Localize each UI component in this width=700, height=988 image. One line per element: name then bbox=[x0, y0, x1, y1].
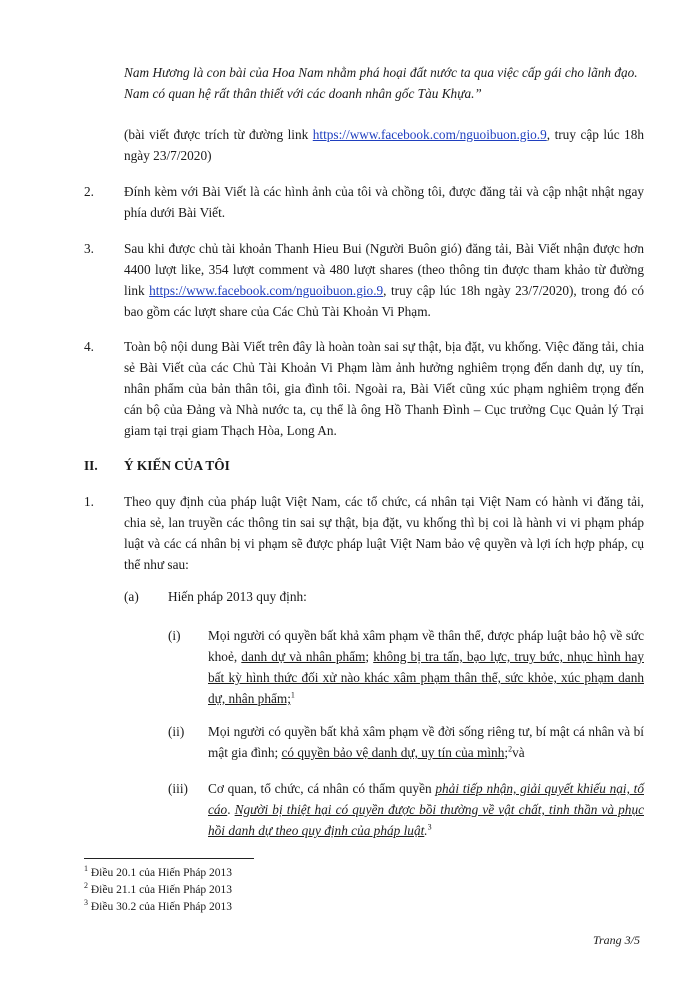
item-4-number: 4. bbox=[84, 339, 94, 354]
sub-iii-u2: Người bị thiệt hại có quyền được bồi thường về vật chất, tinh thần và phục hồi danh dự theo quy định của pháp luật bbox=[208, 802, 644, 838]
footnote-1-text: Điều 20.1 của Hiến Pháp 2013 bbox=[90, 867, 233, 879]
footnote-2-text: Điều 21.1 của Hiến Pháp 2013 bbox=[90, 884, 233, 896]
sub-i-u1: danh dự và nhân phẩm bbox=[241, 649, 366, 664]
footnote-3 bbox=[84, 900, 232, 915]
item-2-text: Đính kèm với Bài Viết là các hình ảnh của tôi và chồng tôi, được đăng tải và cập nhật nhật ngay phía dưới Bài Viết. bbox=[124, 184, 644, 220]
source-note bbox=[124, 124, 644, 166]
footnote-3-text: Điều 30.2 của Hiến Pháp 2013 bbox=[90, 901, 233, 913]
quote-line-2: Nam có quan hệ rất thân thiết với các doanh nhân gốc Tàu Khựa.” bbox=[124, 86, 482, 101]
footnote-separator bbox=[84, 858, 254, 859]
sub-iii-t2: . bbox=[227, 802, 235, 817]
footnote-1 bbox=[84, 866, 232, 881]
sub-iii-text bbox=[208, 778, 644, 841]
footnote-2 bbox=[84, 883, 232, 898]
item-3-text bbox=[124, 238, 644, 322]
sub-i-number: (i) bbox=[168, 628, 181, 643]
footnote-ref-3[interactable]: 3 bbox=[427, 822, 432, 832]
sub-iii-t3: . bbox=[424, 823, 428, 838]
item-4-text: Toàn bộ nội dung Bài Viết trên đây là hoàn toàn sai sự thật, bịa đặt, vu khống. Việc đăng tải, chia sẻ Bài Viết của các Chủ Tài Khoản Vi Phạm làm ảnh hưởng nghiêm trọng đến danh dự, uy tín, nhân phẩm của bản thân tôi, gia đình tôi. Ngoài ra, Bài Viết cũng xúc phạm nghiêm trọng đến cán bộ của Đảng và Nhà nước ta, cụ thể là ông Hồ Thanh Đình – Cục trưởng Cục Quản lý Trại giam tại trại giam Thạch Hòa, Long An. bbox=[124, 339, 644, 438]
item-3-pre: Sau khi được chủ tài khoản Thanh Hieu Bui (Người Buôn gió) đăng tải, Bài Viết nhận được hơn 4400 lượt like, 354 lượt comment và 480 lượt shares (theo thông tin được tham khảo từ đường link bbox=[124, 241, 644, 298]
sub-i-u2: không bị tra tấn, bạo lực, truy bức, nhục hình hay bất kỳ hình thức đối xử nào khác xâm phạm thân thể, sức khỏe, xúc phạm danh dự, nhân phẩm; bbox=[208, 649, 644, 706]
source-note-prefix: (bài viết được trích từ đường link bbox=[124, 127, 313, 142]
sub-ii-t3: và bbox=[512, 745, 525, 760]
footnote-3-marker: 3 bbox=[84, 898, 88, 908]
source-link[interactable]: https://www.facebook.com/nguoibuon.gio.9 bbox=[312, 127, 547, 142]
sub-ii-u1: có quyền bảo vệ danh dự, uy tín của mình bbox=[281, 745, 505, 760]
opinion-1-number: 1. bbox=[84, 494, 94, 509]
item-3-post: , truy cập lúc 18h ngày 23/7/2020), trong đó có bao gồm các lượt share của Các Chủ Tài Khoản Vi Phạm. bbox=[124, 283, 644, 319]
item-3-number: 3. bbox=[84, 241, 94, 256]
sub-a-text: Hiến pháp 2013 quy định: bbox=[168, 589, 307, 604]
sub-i-text bbox=[208, 625, 644, 709]
footnote-ref-1[interactable]: 1 bbox=[290, 690, 295, 700]
section-number: II. bbox=[84, 458, 98, 473]
sub-a-number: (a) bbox=[124, 589, 139, 604]
quote-continuation bbox=[124, 62, 644, 104]
item-2-number: 2. bbox=[84, 184, 94, 199]
opinion-1-text: Theo quy định của pháp luật Việt Nam, các tổ chức, cá nhân tại Việt Nam có hành vi đăng tải, chia sẻ, lan truyền các thông tin sai sự thật, bịa đặt, vu khống thì bị coi là hành vi vi phạm pháp luật và các cá nhân bị vi phạm sẽ được pháp luật Việt Nam bảo vệ quyền và lợi ích hợp pháp, cụ thể như sau: bbox=[124, 494, 644, 572]
sub-ii-text bbox=[208, 721, 644, 763]
sub-ii-t1: Mọi người có quyền bất khả xâm phạm về đời sống riêng tư, bí mật cá nhân và bí mật gia đình; bbox=[208, 724, 644, 760]
footnote-1-marker: 1 bbox=[84, 864, 88, 874]
sub-iii-u1: phải tiếp nhận, giải quyết khiếu nại, tố cáo bbox=[208, 781, 644, 817]
sub-i-t1: Mọi người có quyền bất khả xâm phạm về thân thể, được pháp luật bảo hộ về sức khoẻ, bbox=[208, 628, 644, 664]
sub-iii-number: (iii) bbox=[168, 781, 188, 796]
item-3-link[interactable]: https://www.facebook.com/nguoibuon.gio.9 bbox=[149, 283, 384, 298]
source-note-suffix: , truy cập lúc 18h ngày 23/7/2020) bbox=[124, 127, 644, 163]
footnote-ref-2[interactable]: 2 bbox=[508, 744, 513, 754]
sub-i-t2: ; bbox=[365, 649, 374, 664]
sub-ii-number: (ii) bbox=[168, 724, 185, 739]
sub-ii-t2: ; bbox=[504, 745, 509, 760]
section-title: Ý KIẾN CỦA TÔI bbox=[124, 458, 230, 473]
footnote-2-marker: 2 bbox=[84, 881, 88, 891]
sub-iii-t1: Cơ quan, tổ chức, cá nhân có thẩm quyền bbox=[208, 781, 436, 796]
page-number: Trang 3/5 bbox=[592, 933, 640, 947]
quote-line-1: Nam Hương là con bài của Hoa Nam nhằm phá hoại đất nước ta qua việc cấp gái cho lãnh đạo. bbox=[124, 65, 638, 80]
